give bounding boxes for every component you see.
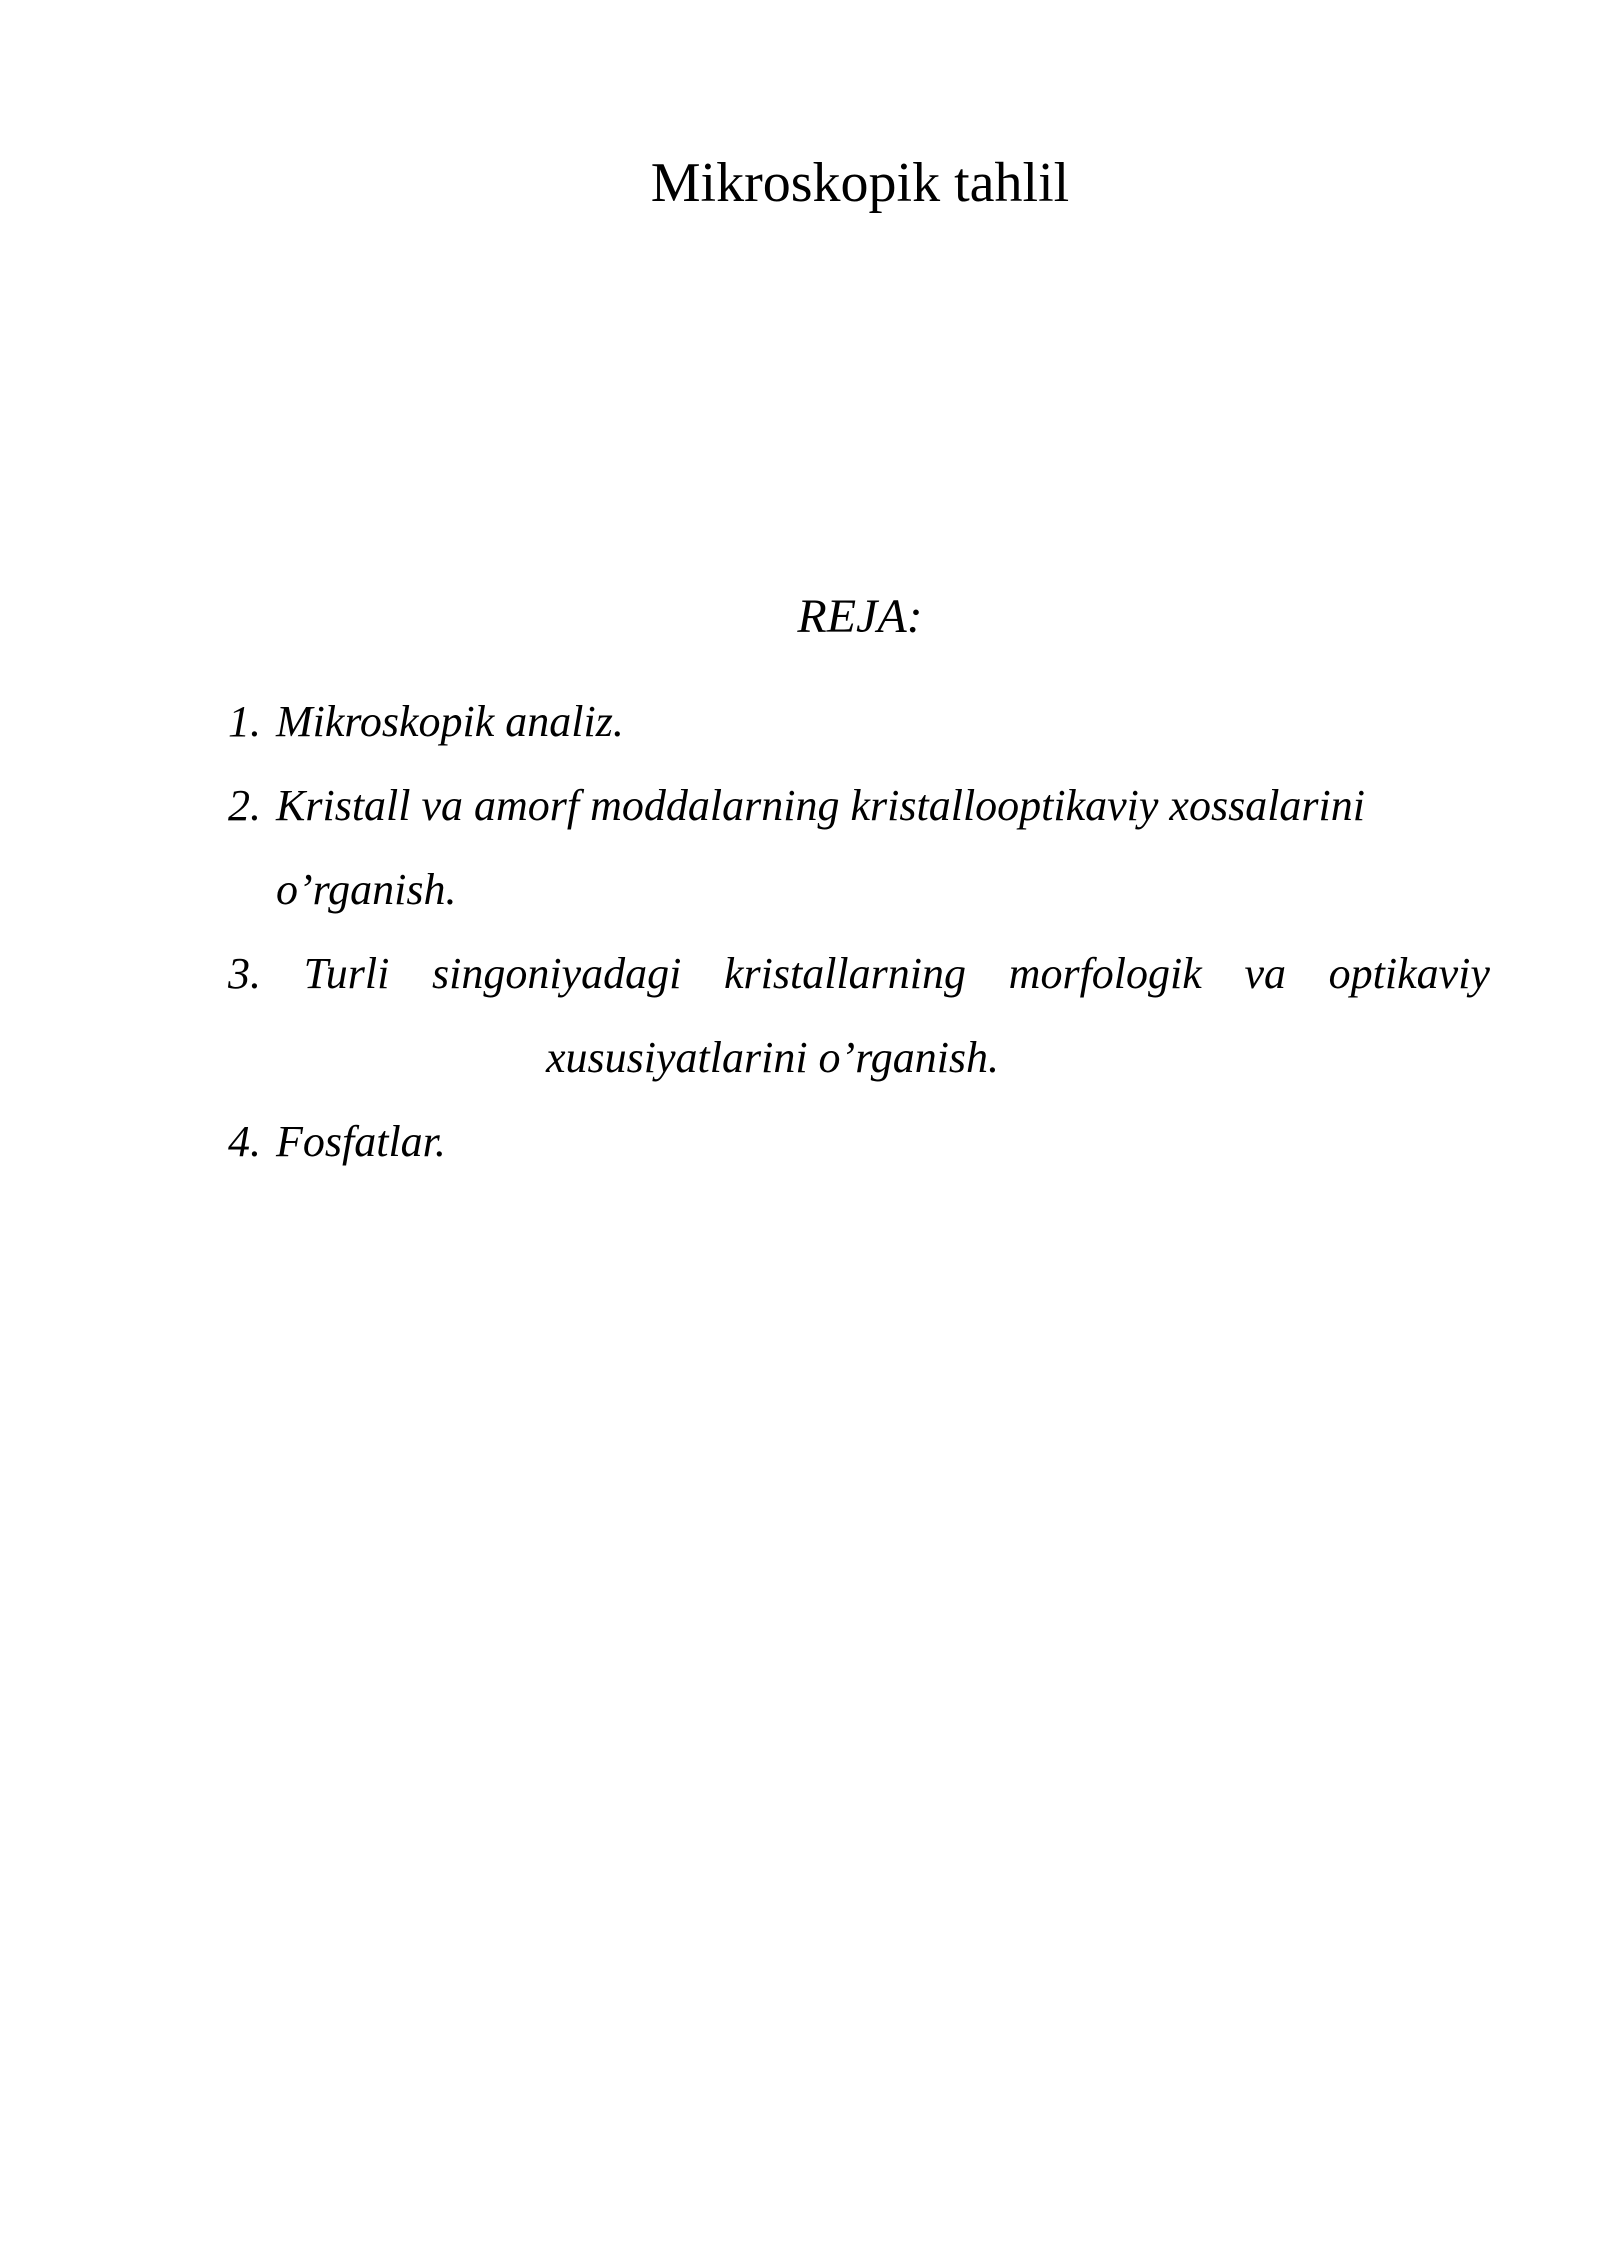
plan-list — [228, 680, 1490, 1184]
plan-item-3 — [228, 932, 1490, 1100]
plan-item-number: 4. — [228, 1117, 261, 1166]
plan-item-line1 — [228, 932, 1490, 1016]
plan-item-number: 2. — [228, 781, 261, 830]
plan-item-2 — [228, 764, 1490, 932]
plan-item-text: Fosfatlar. — [276, 1117, 446, 1166]
plan-item-word: va — [1244, 949, 1286, 998]
plan-item-text-line2: xususiyatlarini o’rganish. — [546, 1033, 1000, 1082]
plan-item-number: 1. — [228, 697, 261, 746]
plan-heading: REJA: — [797, 590, 923, 643]
document-title: Mikroskopik tahlil — [650, 152, 1070, 214]
plan-item-number: 3. — [228, 949, 261, 998]
plan-item-text-line1: Kristall va amorf moddalarning kristallooptikaviy xossalarini — [276, 781, 1365, 830]
plan-item-word: Turli — [303, 949, 390, 998]
plan-item-1 — [228, 680, 1490, 764]
plan-item-4 — [228, 1100, 1490, 1184]
plan-item-text: Mikroskopik analiz. — [276, 697, 624, 746]
plan-item-word: morfologik — [1008, 949, 1202, 998]
plan-item-word: singoniyadagi — [431, 949, 682, 998]
plan-item-word: optikaviy — [1328, 949, 1490, 998]
plan-item-text-line2: o’rganish. — [276, 865, 457, 914]
plan-item-word: kristallarning — [723, 949, 966, 998]
